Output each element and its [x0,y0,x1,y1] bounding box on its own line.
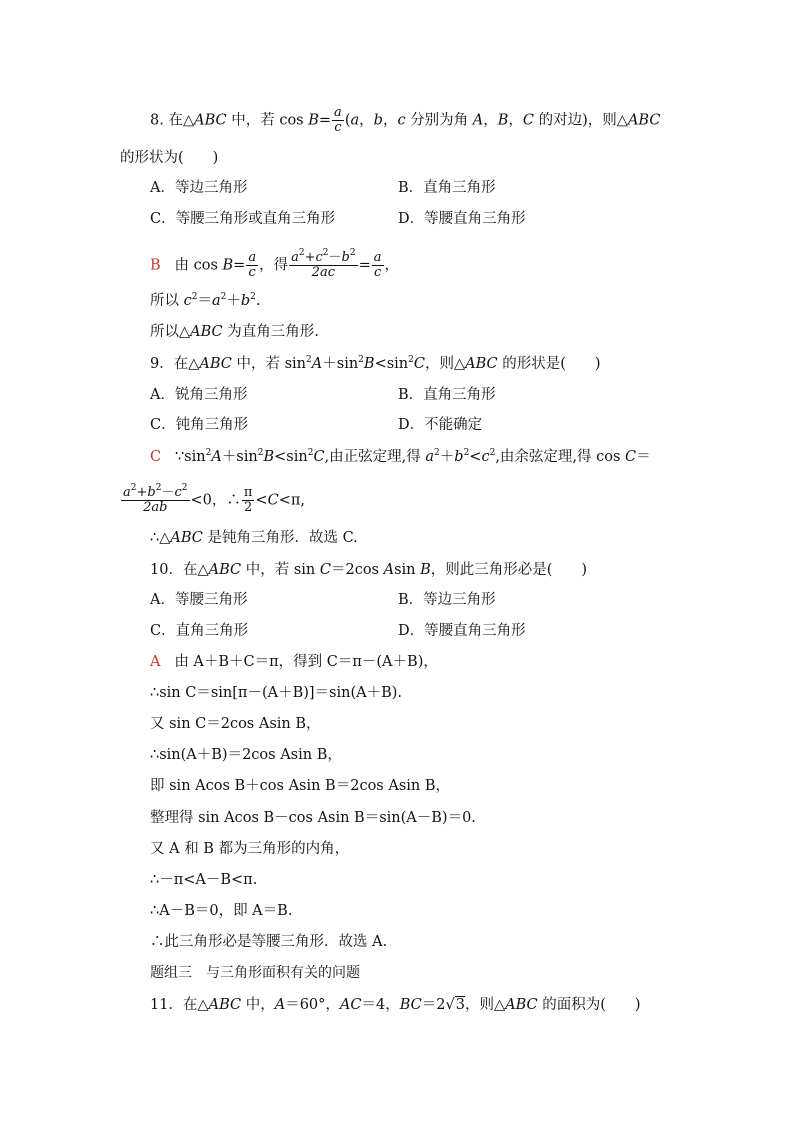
q10-stem: 10．在△ABC 中，若 sin C＝2cos Asin B，则此三角形必是( ) [150,562,588,578]
q10-option-a: A．等腰三角形 [150,592,248,608]
fraction: $\frac{\pi}{2}$ [243,485,253,515]
q9-solution-line1: C $\because\sin^2A+\sin^2B<\sin^2C$,由正弦定理,得 $a^2+b^2<c^2$,由余弦定理,得 cos C＝ [150,448,651,465]
q10-solution-line8: ∴－π<A－B<π. [150,872,258,888]
q10-answer-letter: A [150,654,161,670]
q9-option-b: B．直角三角形 [398,387,496,403]
q10-option-d: D．等腰直角三角形 [398,623,526,639]
q9-option-a: A．锐角三角形 [150,387,248,403]
fraction: $\frac{a}{c}$ [334,105,342,135]
q10-solution-line5: 即 sin Acos B＋cos Asin B＝2cos Asin B， [150,778,450,794]
q8-solution-line1: B 由 cos B= $\frac{a}{c}$ ，得 $\frac{a^2+c^2-b^2}{2ac}$ = $\frac{a}{c}$ ， [150,248,399,280]
q9-option-d: D．不能确定 [398,417,483,433]
fraction: $\frac{a}{c}$ [373,250,382,280]
q8-solution-line3: 所以△ABC 为直角三角形. [150,324,319,340]
q8-solution-line2: 所以 $c^2=a^2+b^2$. [150,292,261,309]
q10-solution-line7: 又 A 和 B 都为三角形的内角， [150,841,350,857]
q10-solution-line3: 又 sin C＝2cos Asin B， [150,716,321,732]
q8-stem-line1: 8. 在△ABC 中，若 cos B= $\frac{a}{c}$ (a，b，c 分别为角 A，B，C 的对边)，则△ABC [150,105,661,135]
q10-option-c: C．直角三角形 [150,623,249,639]
q11-stem: 11．在△ABC 中，A＝60°，AC＝4，BC＝2√3，则△ABC 的面积为( ) [150,997,641,1013]
q8-option-a: A．等边三角形 [150,180,248,196]
section-heading: 题组三 与三角形面积有关的问题 [150,965,360,981]
q8-option-b: B．直角三角形 [398,180,496,196]
q9-solution-line3: ∴△ABC 是钝角三角形．故选 C. [150,530,358,546]
q8-option-d: D．等腰直角三角形 [398,211,526,227]
q10-option-b: B．等边三角形 [398,592,496,608]
q9-solution-line2: $\frac{a^2+b^2-c^2}{2ab}$ <0，∴ $\frac{\pi}{2}$ <C<π, [123,483,305,515]
q10-solution-line2: ∴sin C＝sin[π－(A＋B)]＝sin(A＋B). [150,685,403,701]
q10-solution-line4: ∴sin(A＋B)＝2cos Asin B， [150,747,342,763]
q9-option-c: C．钝角三角形 [150,417,249,433]
q10-solution-line1: A 由 A＋B＋C＝π，得到 C＝π－(A＋B)， [150,654,438,670]
fraction: $\frac{a^2+c^2-b^2}{2ac}$ [291,248,356,280]
fraction: $\frac{a^2+b^2-c^2}{2ab}$ [123,483,188,515]
sqrt-radicand: 3 [455,997,465,1013]
q9-answer-letter: C [150,449,162,465]
q8-stem-line2: 的形状为( ) [120,150,219,166]
q9-stem: 9．在△ABC 中，若 $\sin^2A+\sin^2B<\sin^2C$，则△ABC 的形状是( ) [150,355,601,372]
q8-answer-letter: B [150,257,161,274]
q10-solution-line9: ∴A－B＝0，即 A＝B. [150,903,293,919]
q8-option-c: C．等腰三角形或直角三角形 [150,211,336,227]
fraction: $\frac{a}{c}$ [248,250,257,280]
q10-solution-line10: ∴此三角形必是等腰三角形．故选 A. [150,934,388,950]
q10-solution-line6: 整理得 sin Acos B－cos Asin B＝sin(A－B)＝0. [150,810,476,826]
